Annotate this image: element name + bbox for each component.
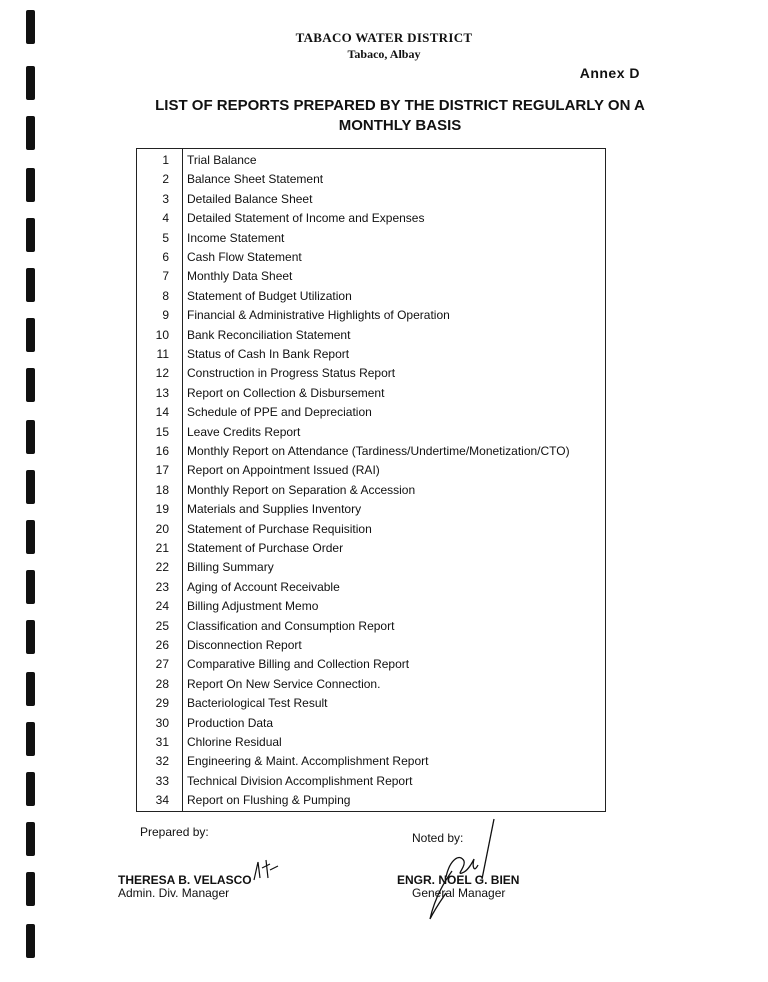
report-name: Status of Cash In Bank Report: [187, 347, 350, 361]
report-row: [137, 675, 607, 695]
report-number: 14: [155, 405, 169, 420]
report-number: 8: [162, 288, 169, 303]
report-row: [137, 694, 607, 714]
edge-mark: [26, 368, 35, 402]
report-name: Technical Division Accomplishment Report: [187, 773, 413, 788]
report-number: 33: [155, 773, 169, 788]
report-name: Construction in Progress Status Report: [187, 366, 396, 381]
report-number: 30: [155, 715, 169, 730]
scan-edge-marks: [26, 0, 40, 982]
report-name: Report on Collection & Disbursement: [187, 385, 385, 400]
report-row: [137, 190, 607, 210]
report-number: 22: [155, 560, 169, 575]
organization-name: TABACO WATER DISTRICT: [295, 30, 473, 45]
report-number: 27: [155, 657, 169, 672]
report-row: [137, 287, 607, 307]
report-number: 18: [155, 482, 169, 497]
edge-mark: [26, 672, 35, 706]
report-name: Leave Credits Report: [187, 424, 301, 439]
edge-mark: [26, 470, 35, 504]
report-name: Balance Sheet Statement: [187, 172, 324, 187]
report-number: 12: [155, 366, 169, 381]
edge-mark: [26, 872, 35, 906]
noted-by-title: General Manager: [412, 886, 506, 900]
title-line-2: MONTHLY BASIS: [338, 117, 462, 134]
report-row: [137, 364, 607, 384]
report-row: [137, 500, 607, 520]
edge-mark: [26, 822, 35, 856]
report-number: 1: [162, 153, 169, 167]
edge-mark: [26, 268, 35, 302]
report-name: Billing Adjustment Memo: [187, 599, 319, 614]
report-name: Cash Flow Statement: [187, 250, 302, 264]
edge-mark: [26, 520, 35, 554]
report-number: 3: [162, 191, 169, 206]
report-name: Report on Appointment Issued (RAI): [187, 463, 380, 478]
report-number: 17: [155, 463, 169, 478]
report-name: Materials and Supplies Inventory: [187, 502, 362, 517]
report-row: [137, 326, 607, 346]
report-number: 25: [155, 618, 169, 633]
report-number: 19: [155, 502, 169, 517]
report-row: [137, 461, 607, 481]
report-row: [137, 306, 607, 326]
report-name: Bacteriological Test Result: [187, 696, 328, 711]
report-name: Billing Summary: [187, 560, 274, 575]
noted-signature: [412, 815, 508, 927]
report-name: Statement of Budget Utilization: [187, 288, 352, 303]
report-name: Detailed Statement of Income and Expenses: [187, 211, 425, 226]
prepared-signature: [248, 858, 282, 886]
report-number: 31: [155, 735, 169, 749]
report-number: 10: [155, 327, 169, 342]
report-number: 7: [162, 269, 169, 284]
report-number: 16: [155, 444, 169, 458]
report-row: [137, 714, 607, 734]
edge-mark: [26, 772, 35, 806]
report-number: 11: [156, 347, 169, 361]
report-row: [137, 578, 607, 598]
report-name: Monthly Data Sheet: [187, 269, 293, 284]
edge-mark: [26, 620, 35, 654]
report-number: 4: [162, 211, 169, 226]
document-title: [140, 96, 660, 136]
edge-mark: [26, 570, 35, 604]
report-number: 2: [162, 172, 169, 187]
report-row: [137, 752, 607, 772]
report-row: [137, 170, 607, 190]
report-row: [137, 481, 607, 501]
report-name: Financial & Administrative Highlights of Operation: [187, 308, 450, 323]
report-name: Statement of Purchase Order: [187, 541, 344, 555]
report-name: Statement of Purchase Requisition: [187, 521, 372, 536]
noted-by-name: ENGR. NOEL G. BIEN: [397, 873, 520, 887]
report-number: 21: [155, 541, 169, 555]
report-number: 5: [162, 230, 169, 245]
prepared-by-name: THERESA B. VELASCO: [118, 873, 252, 887]
report-row: [137, 442, 607, 462]
report-row: [137, 636, 607, 656]
report-name: Classification and Consumption Report: [187, 618, 395, 633]
report-row: [137, 558, 607, 578]
report-row: [137, 229, 607, 249]
report-row: [137, 423, 607, 443]
report-name: Report on Flushing & Pumping: [187, 793, 351, 808]
noted-by-label: Noted by:: [412, 831, 464, 845]
reports-table: [136, 148, 606, 812]
report-number: 15: [155, 424, 169, 439]
report-name: Detailed Balance Sheet: [187, 191, 313, 206]
report-name: Engineering & Maint. Accomplishment Report: [187, 754, 429, 769]
report-number: 34: [155, 793, 169, 808]
report-name: Bank Reconciliation Statement: [187, 327, 351, 342]
report-row: [137, 403, 607, 423]
report-row: [137, 655, 607, 675]
report-name: Monthly Report on Attendance (Tardiness/Undertime/Monetization/CTO): [187, 444, 570, 458]
report-name: Disconnection Report: [187, 638, 302, 652]
report-row: [137, 267, 607, 287]
report-row: [137, 520, 607, 540]
report-row: [137, 248, 607, 268]
report-number: 26: [155, 638, 169, 652]
edge-mark: [26, 168, 35, 202]
report-row: [137, 209, 607, 229]
report-name: Monthly Report on Separation & Accession: [187, 482, 416, 497]
title-line-1: LIST OF REPORTS PREPARED BY THE DISTRICT REGULARLY ON A: [155, 97, 645, 114]
report-number: 13: [155, 385, 169, 400]
edge-mark: [26, 420, 35, 454]
report-row: [137, 151, 607, 171]
report-number: 23: [155, 579, 169, 594]
report-number: 20: [155, 521, 169, 536]
report-name: Comparative Billing and Collection Report: [187, 657, 410, 672]
edge-mark: [26, 116, 35, 150]
annex-label: Annex D: [579, 65, 640, 81]
report-name: Production Data: [187, 715, 274, 730]
report-row: [137, 617, 607, 637]
report-number: 24: [155, 599, 169, 614]
report-row: [137, 384, 607, 404]
report-number: 6: [162, 250, 169, 264]
edge-mark: [26, 924, 35, 958]
report-name: Chlorine Residual: [187, 735, 282, 749]
report-number: 29: [155, 696, 169, 711]
prepared-by-label: Prepared by:: [140, 825, 209, 839]
edge-mark: [26, 218, 35, 252]
report-number: 28: [155, 676, 169, 691]
report-row: [137, 772, 607, 792]
report-row: [137, 597, 607, 617]
report-row: [137, 345, 607, 365]
report-name: Report On New Service Connection.: [187, 676, 381, 691]
report-name: Income Statement: [187, 230, 285, 245]
report-name: Trial Balance: [187, 153, 257, 167]
edge-mark: [26, 66, 35, 100]
report-number: 9: [162, 308, 169, 323]
report-number: 32: [155, 754, 169, 769]
report-row: [137, 733, 607, 753]
organization-location: Tabaco, Albay: [347, 47, 421, 61]
prepared-by-title: Admin. Div. Manager: [118, 886, 230, 900]
report-name: Aging of Account Receivable: [187, 579, 340, 594]
report-row: [137, 539, 607, 559]
edge-mark: [26, 722, 35, 756]
report-row: [137, 791, 607, 811]
edge-mark: [26, 318, 35, 352]
report-name: Schedule of PPE and Depreciation: [187, 405, 372, 420]
